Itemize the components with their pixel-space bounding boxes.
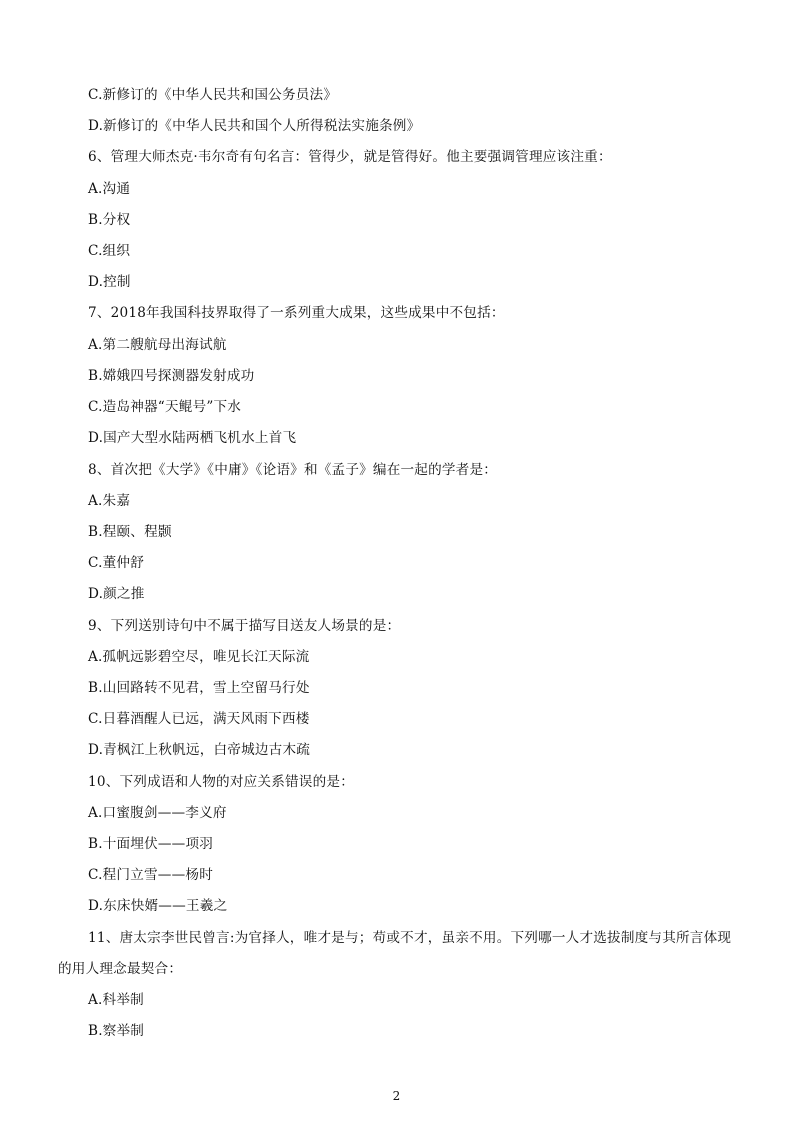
question-11-option-b: B.察举制 [88,1023,145,1039]
question-9-option-a: A.孤帆远影碧空尽，唯见长江天际流 [88,649,310,665]
question-9-option-d: D.青枫江上秋帆远，白帝城边古木疏 [88,742,311,758]
question-8-option-b: B.程颐、程颢 [88,524,172,540]
question-10-option-b: B.十面埋伏——项羽 [88,836,214,852]
question-7-option-c: C.造岛神器“天鲲号”下水 [88,399,242,415]
question-6-option-b: B.分权 [88,212,131,228]
question-10-option-c: C.程门立雪——杨时 [88,867,213,883]
question-11-continuation: 的用人理念最契合： [58,961,183,977]
question-6-option-c: C.组织 [88,243,131,259]
option-c-line: C.新修订的《中华人民共和国公务员法》 [88,87,338,103]
question-10: 10、下列成语和人物的对应关系错误的是： [88,774,354,790]
question-10-option-a: A.口蜜腹剑——李义府 [88,805,227,821]
question-8-option-a: A.朱嘉 [88,493,131,509]
option-d-line: D.新修订的《中华人民共和国个人所得税法实施条例》 [88,118,421,134]
question-7: 7、2018年我国科技界取得了一系列重大成果，这些成果中不包括： [88,305,505,321]
question-8-option-c: C.董仲舒 [88,555,145,571]
question-7-option-b: B.嫦娥四号探测器发射成功 [88,368,255,384]
question-7-option-d: D.国产大型水陆两栖飞机水上首飞 [88,430,297,446]
question-11-option-a: A.科举制 [88,992,144,1008]
question-9-option-c: C.日暮酒醒人已远，满天风雨下西楼 [88,711,310,727]
question-7-option-a: A.第二艘航母出海试航 [88,337,227,353]
question-6-option-d: D.控制 [88,274,131,290]
question-11: 11、唐太宗李世民曾言:为官择人，唯才是与；苟或不才，虽亲不用。下列哪一人才选拔制度与其所言体现 [88,930,732,946]
question-9: 9、下列送别诗句中不属于描写目送友人场景的是： [88,618,401,634]
question-8-option-d: D.颜之推 [88,586,145,602]
question-6: 6、管理大师杰克·韦尔奇有句名言：管得少，就是管得好。他主要强调管理应该注重： [88,149,612,165]
question-8: 8、首次把《大学》《中庸》《论语》和《孟子》编在一起的学者是： [88,462,498,478]
page-number: 2 [392,1089,401,1103]
question-9-option-b: B.山回路转不见君，雪上空留马行处 [88,680,310,696]
question-10-option-d: D.东床快婿——王羲之 [88,898,228,914]
question-6-option-a: A.沟通 [88,181,131,197]
